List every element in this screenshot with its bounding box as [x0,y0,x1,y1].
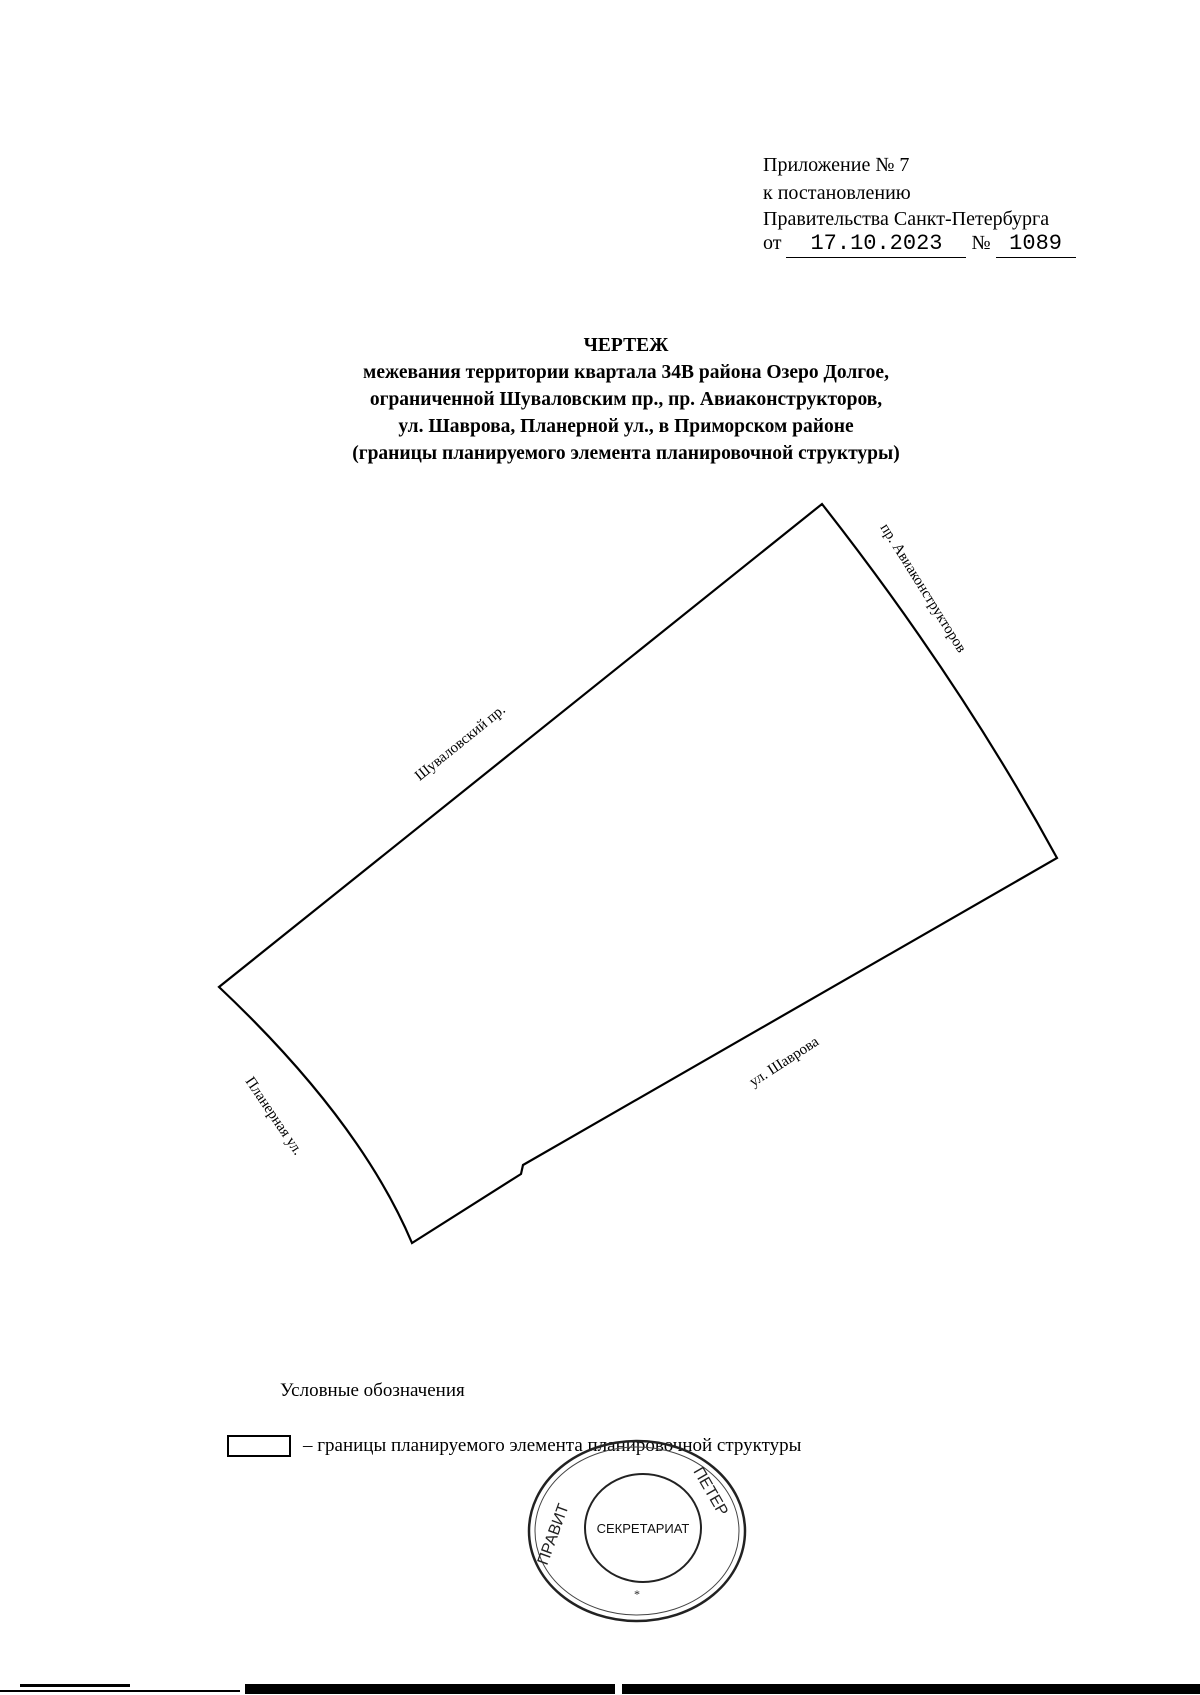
document-title: ЧЕРТЕЖ [583,335,669,356]
svg-text:СЕКРЕТАРИАТ: СЕКРЕТАРИАТ [596,1521,690,1536]
appendix-label: Приложение № 7 [763,154,910,176]
government-label: Правительства Санкт-Петербурга [763,208,1050,230]
scan-edge-bar [622,1684,1200,1694]
scan-edge-line [0,1690,240,1692]
street-label-planernaya: Планерная ул. [241,1074,306,1159]
resolution-label: к постановлению [763,182,911,204]
legend-boundary-symbol [227,1435,291,1457]
street-label-aviakonstruktorov: пр. Авиаконструкторов [876,520,970,656]
title-line-1: межевания территории квартала 34В района Озеро Долгое, [363,362,889,383]
resolution-number: 1089 [996,231,1076,258]
date-prefix: от [763,232,782,254]
scan-edge-bar [245,1684,615,1694]
svg-text:*: * [634,1587,640,1601]
legend-boundary-label: – границы планируемого элемента планировочной структуры [303,1435,802,1456]
street-label-shavrova: ул. Шаврова [746,1033,822,1091]
title-line-2: ограниченной Шуваловским пр., пр. Авиаконструкторов, [369,389,883,410]
number-prefix: № [971,232,991,254]
street-label-shuvalovsky: Шуваловский пр. [412,701,509,785]
official-seal [525,1436,750,1626]
svg-text:ПРАВИТ: ПРАВИТ [534,1501,573,1568]
title-line-4: (границы планируемого элемента планировочной структуры) [352,443,900,464]
scan-edge-line [20,1684,130,1687]
svg-text:ПЕТЕР: ПЕТЕР [689,1464,731,1520]
legend-heading: Условные обозначения [280,1380,465,1401]
resolution-date: 17.10.2023 [786,231,966,258]
title-line-3: ул. Шаврова, Планерной ул., в Приморском районе [398,416,854,437]
